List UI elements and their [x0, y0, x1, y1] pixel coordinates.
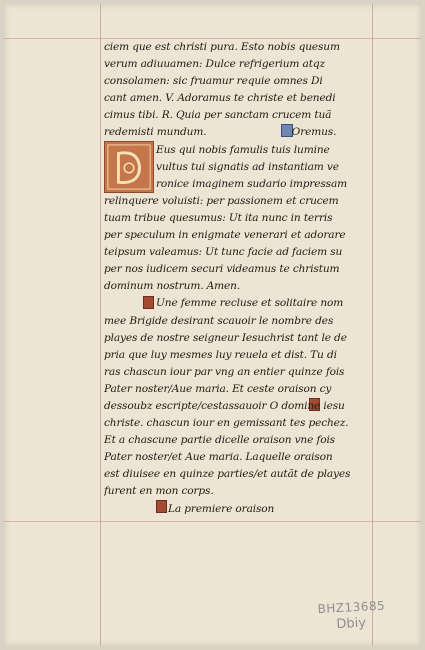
text-line: consolamen: sic fruamur requie omnes Di — [104, 75, 323, 88]
text-line: Une femme recluse et solitaire nom — [156, 297, 344, 310]
text-line: ras chascun iour par vng an entier quinze fois — [104, 365, 345, 378]
text-line: per speculum in enigmate venerari et adorare — [104, 229, 346, 242]
text-line: per nos iudicem securi videamus te christum — [104, 263, 340, 276]
text-line: teipsum valeamus: Ut tunc facie ad faciem su — [104, 246, 343, 259]
text-line: ronice imaginem sudario impressam — [156, 177, 348, 190]
pencil-note-catalog: BHZ13685 — [317, 598, 386, 617]
text-line: vultus tui signatis ad instantiam ve — [156, 160, 339, 173]
pencil-annotation — [317, 598, 399, 633]
section-heading: La premiere oraison — [168, 502, 275, 515]
text-line: playes de nostre seigneur Iesuchrist tant le de — [104, 331, 347, 344]
text-line: pria que luy mesmes luy reuela et dist. Tu di — [104, 348, 337, 361]
text-line: dessoubz escripte/cestassauoir O domine iesu — [104, 399, 345, 412]
text-line: Et a chascune partie dicelle oraison vne fois — [104, 434, 335, 447]
text-line: Eus qui nobis famulis tuis lumine — [156, 143, 330, 156]
text-line: verum adiuuamen: Dulce refrigerium atqz — [104, 58, 325, 71]
text-segment: redemisti mundum. — [104, 126, 207, 139]
pencil-note-code: Dbiy — [336, 615, 367, 633]
oremus-heading: Oremus. — [291, 126, 337, 139]
text-line: christe. chascun iour en gemissant tes pechez. — [104, 417, 349, 430]
text-line: mee Brigide desirant scauoir le nombre des — [104, 314, 334, 327]
text-line: relinquere voluisti: per passionem et crucem — [104, 194, 339, 207]
text-line: tuam tribue quesumus: Ut ita nunc in terris — [104, 211, 333, 224]
text-line: est diuisee en quinze parties/et autãt de playes — [104, 468, 351, 481]
text-line: dominum nostrum. Amen. — [104, 280, 241, 293]
text-line: ciem que est christi pura. Esto nobis quesum — [104, 41, 340, 53]
text-line: cimus tibi. R. Quia per sanctam crucem tuã — [104, 109, 332, 122]
text-line: Pater noster/Aue maria. Et ceste oraison cy — [104, 382, 332, 395]
text-line: cant amen. V. Adoramus te christe et benedi — [104, 92, 336, 105]
text-line-with-heading — [104, 124, 376, 141]
ruling-line-left — [100, 4, 101, 646]
text-line: Pater noster/et Aue maria. Laquelle oraison — [104, 451, 333, 464]
text-line: furent en mon corps. — [104, 485, 214, 498]
text-column — [104, 39, 376, 518]
